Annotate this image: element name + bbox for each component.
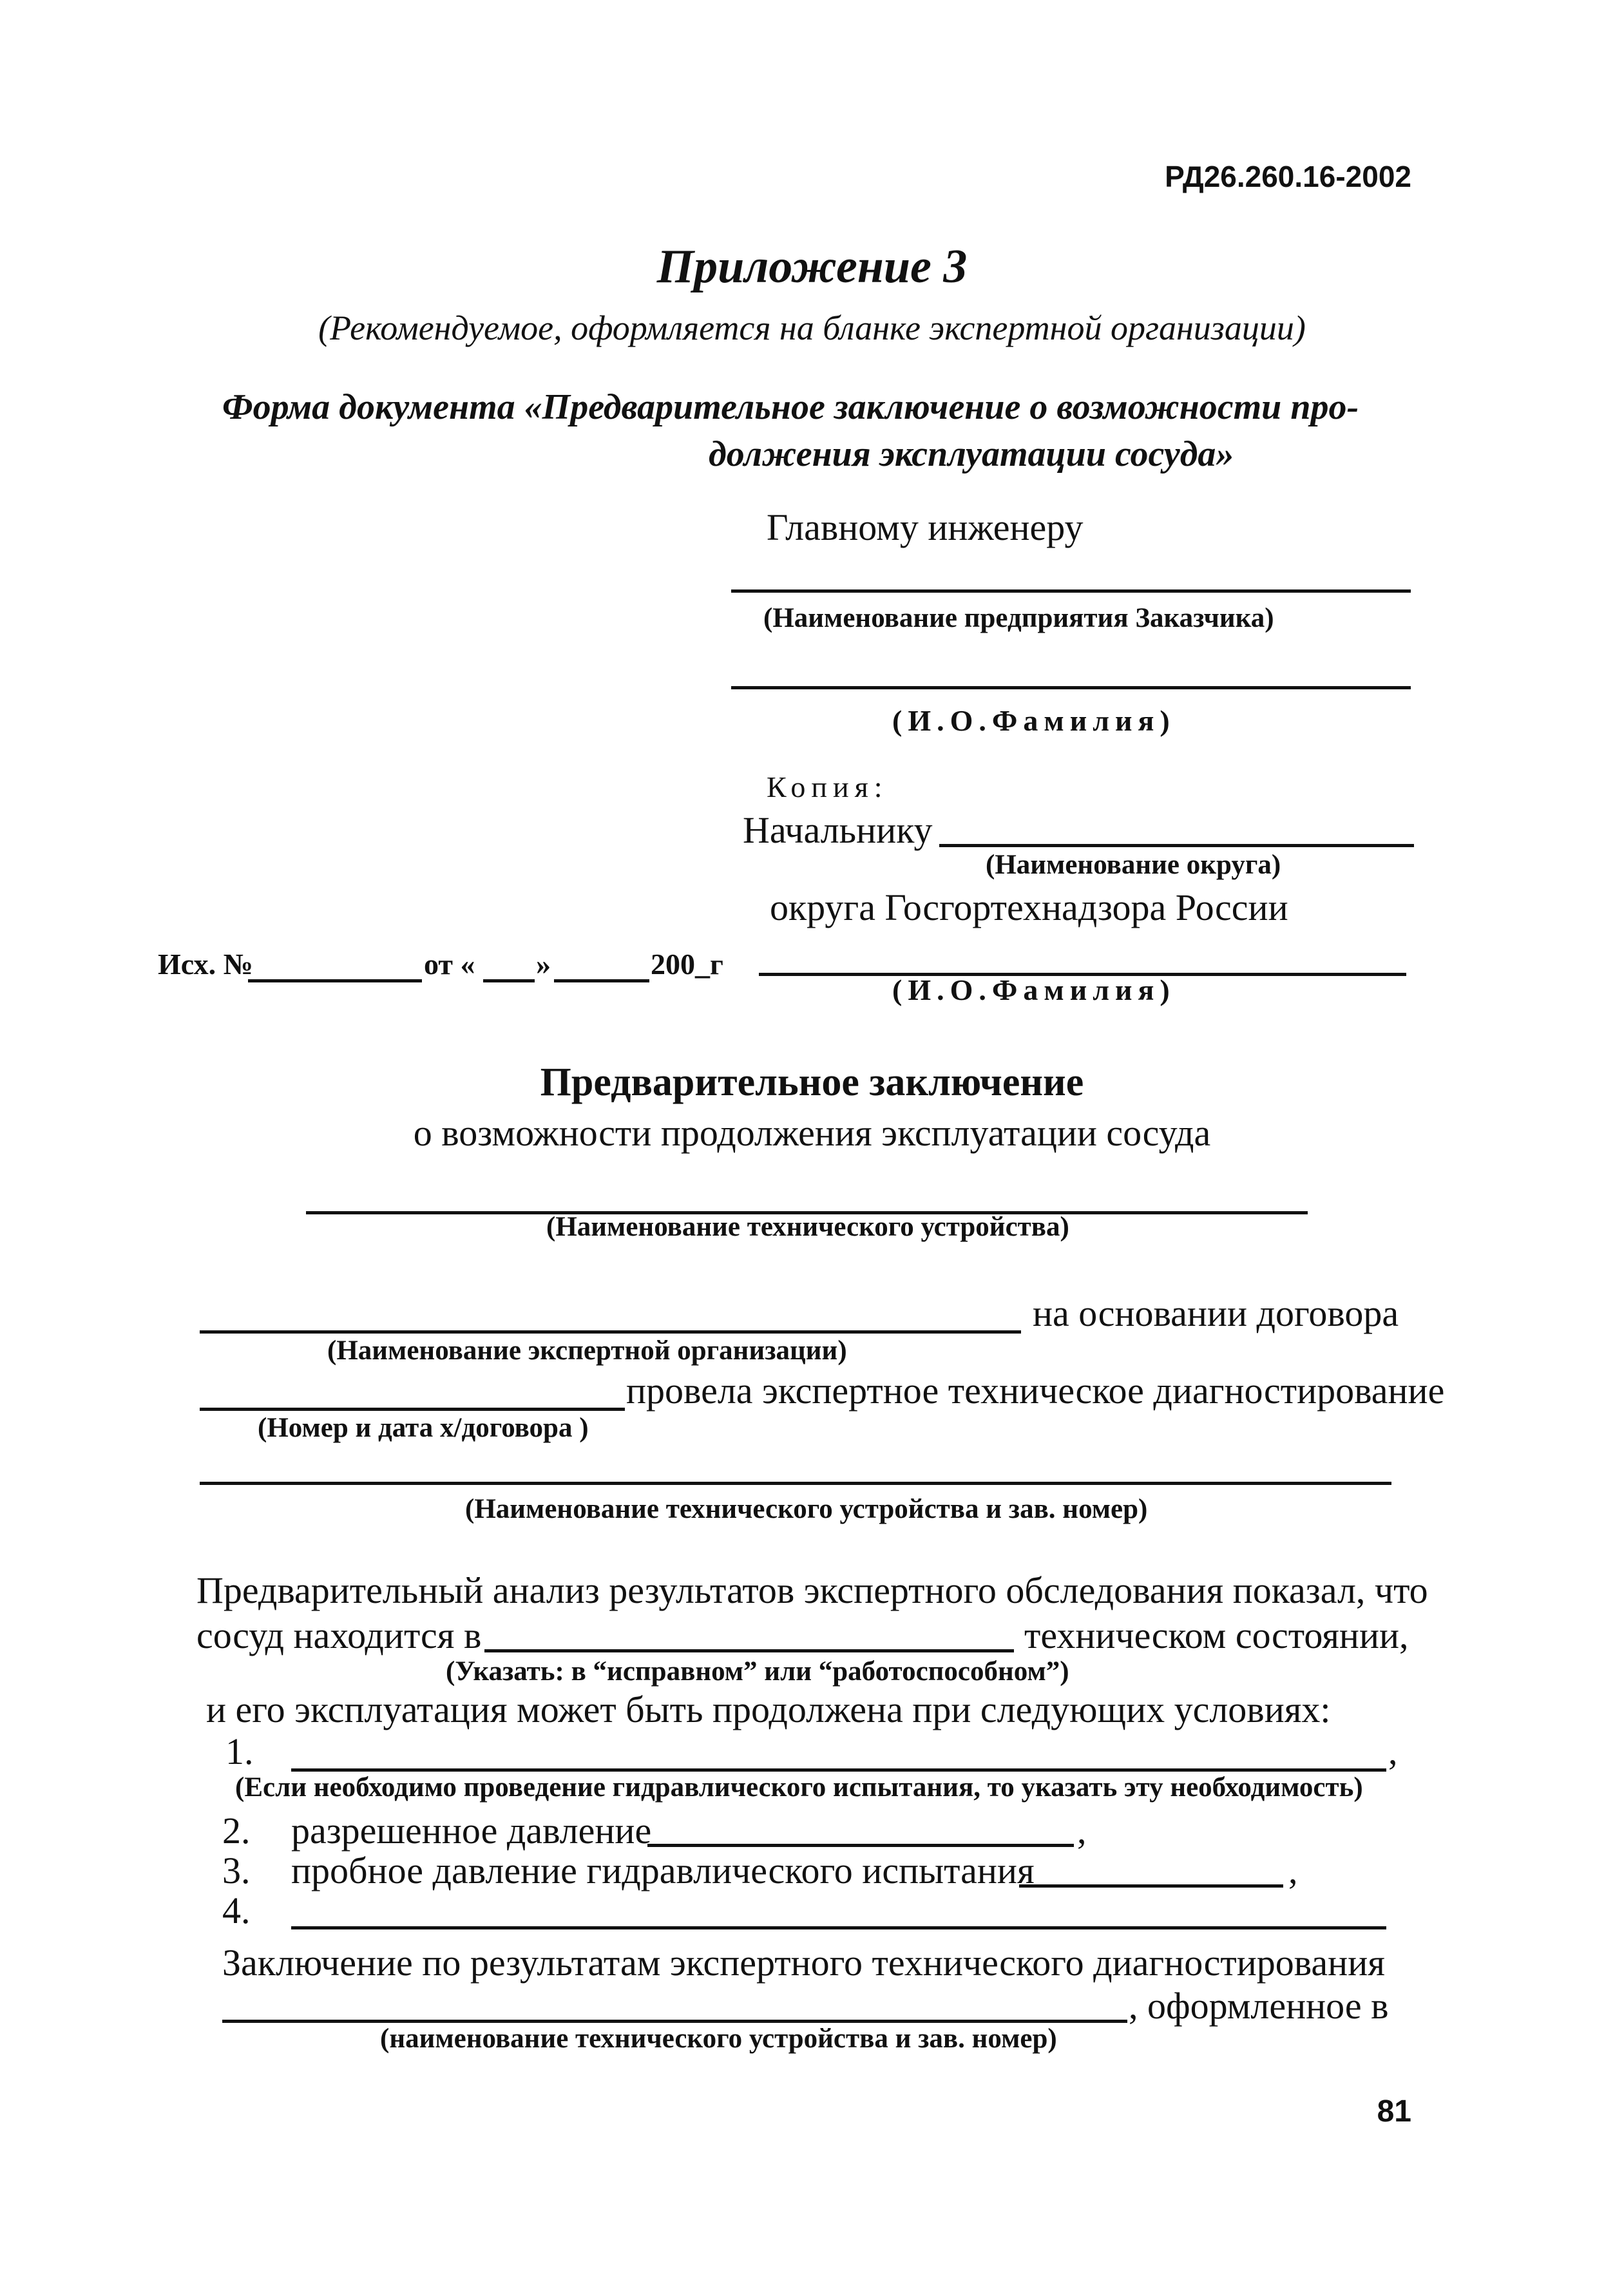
condition-3-number: 3.	[222, 1850, 251, 1891]
quote-close: »	[536, 948, 551, 981]
district-caption: (Наименование округа)	[986, 850, 1281, 880]
condition-1-number: 1.	[225, 1730, 254, 1772]
outgoing-number-line	[248, 979, 422, 982]
day-line	[483, 979, 535, 982]
company-name-caption: (Наименование предприятия Заказчика)	[763, 603, 1274, 633]
final-caption: (наименование технического устройства и зав. номер)	[380, 2024, 1057, 2054]
test-pressure-text: пробное давление гидравлического испытания	[291, 1850, 1035, 1891]
condition-4-line	[291, 1926, 1386, 1929]
analysis-line1: Предварительный анализ результатов экспертного обследования показал, что	[196, 1569, 1428, 1611]
condition-3-comma: ,	[1288, 1850, 1298, 1891]
condition-1-comma: ,	[1388, 1730, 1398, 1772]
state-caption: (Указать: в “исправном” или “работоспособном”)	[446, 1656, 1069, 1687]
contract-number-caption: (Номер и дата х/договора )	[258, 1413, 589, 1443]
allowed-pressure-text: разрешенное давление	[291, 1810, 652, 1852]
signature-name-caption: (И.О.Фамилия)	[892, 973, 1176, 1006]
form-title-line1: Форма документа «Предварительное заключение о возможности про-	[222, 387, 1359, 427]
test-pressure-line	[1019, 1884, 1283, 1888]
conclusion-subtitle: о возможности продолжения эксплуатации сосуда	[413, 1112, 1211, 1154]
final-line1: Заключение по результатам экспертного технического диагностирования	[222, 1942, 1385, 1984]
tech-state-line	[484, 1649, 1014, 1652]
from-label: от «	[424, 948, 475, 981]
district-line	[939, 844, 1414, 847]
outgoing-number-label: Исх. №	[158, 948, 253, 981]
tech-state-text: техническом состоянии,	[1024, 1614, 1409, 1656]
copy-label: Копия:	[767, 770, 888, 803]
contract-number-line	[200, 1408, 625, 1411]
appendix-subtitle: (Рекомендуемое, оформляется на бланке экспертной организации)	[318, 309, 1306, 347]
diagnostics-text: провела экспертное техническое диагностирование	[626, 1370, 1445, 1412]
page-number: 81	[1377, 2094, 1411, 2129]
condition-2-number: 2.	[222, 1810, 251, 1852]
vessel-in-text: сосуд находится в	[196, 1614, 482, 1656]
addressee-name-line	[731, 686, 1411, 689]
appendix-title: Приложение 3	[656, 240, 968, 293]
final-issued-in: , оформленное в	[1129, 1985, 1389, 2027]
addressee-name-caption: (И.О.Фамилия)	[892, 704, 1176, 737]
hydro-test-caption: (Если необходимо проведение гидравлического испытания, то указать эту необходимость)	[235, 1772, 1363, 1803]
form-title-line2: должения эксплуатации сосуда»	[709, 434, 1234, 474]
allowed-pressure-line	[647, 1844, 1074, 1847]
district-text: округа Госгортехнадзора России	[770, 886, 1288, 928]
condition-4-number: 4.	[222, 1890, 251, 1931]
device-serial-line	[200, 1482, 1391, 1485]
conditions-intro: и его эксплуатация может быть продолжена при следующих условиях:	[206, 1689, 1331, 1730]
org-name-caption: (Наименование экспертной организации)	[327, 1335, 847, 1366]
chief-label: Начальнику	[743, 809, 933, 851]
condition-2-comma: ,	[1077, 1810, 1087, 1852]
device-serial-caption: (Наименование технического устройства и зав. номер)	[465, 1494, 1148, 1524]
company-name-line	[731, 589, 1411, 593]
month-line	[554, 979, 649, 982]
conclusion-title: Предварительное заключение	[540, 1060, 1084, 1104]
contract-text: на основании договора	[1033, 1292, 1399, 1334]
org-name-line	[200, 1330, 1021, 1334]
addressee-to: Главному инженеру	[767, 506, 1084, 548]
device-name-caption: (Наименование технического устройства)	[546, 1212, 1069, 1242]
year-label: 200_г	[651, 948, 723, 981]
document-code: РД26.260.16-2002	[1165, 160, 1411, 193]
